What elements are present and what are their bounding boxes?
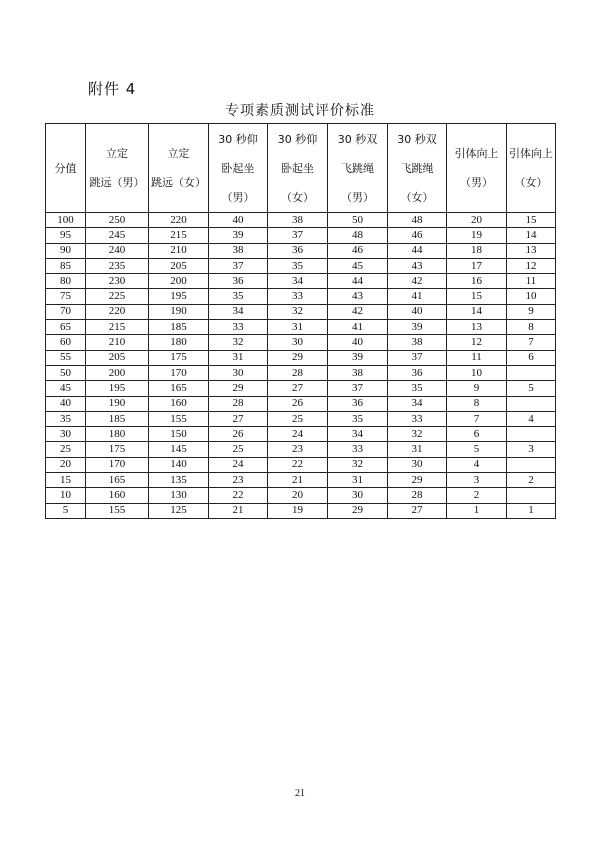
column-header [209, 124, 268, 213]
table-cell: 250 [86, 213, 149, 228]
table-cell: 22 [209, 488, 268, 503]
attachment-label: 附件 4 [88, 80, 137, 98]
table-cell: 36 [209, 274, 268, 289]
table-cell: 185 [86, 411, 149, 426]
table-cell [507, 365, 556, 380]
table-cell: 210 [86, 335, 149, 350]
table-cell: 90 [46, 243, 86, 258]
table-cell: 2 [447, 488, 507, 503]
column-header-line: 跳远（女） [151, 176, 206, 189]
table-cell: 29 [268, 350, 328, 365]
table-cell: 200 [86, 365, 149, 380]
table-cell: 60 [46, 335, 86, 350]
column-header [447, 124, 507, 213]
table-cell: 30 [388, 457, 447, 472]
table-cell: 36 [268, 243, 328, 258]
table-cell: 195 [149, 289, 209, 304]
table-cell: 100 [46, 213, 86, 228]
table-cell: 42 [388, 274, 447, 289]
table-cell: 5 [447, 442, 507, 457]
table-cell: 36 [328, 396, 388, 411]
column-header [328, 124, 388, 213]
table-cell: 35 [328, 411, 388, 426]
table-cell: 125 [149, 503, 209, 518]
table-cell: 30 [46, 427, 86, 442]
table-cell: 22 [268, 457, 328, 472]
table-cell [507, 427, 556, 442]
table-cell: 95 [46, 228, 86, 243]
table-row [46, 427, 556, 442]
table-cell: 5 [507, 381, 556, 396]
table-cell: 6 [507, 350, 556, 365]
table-cell: 35 [46, 411, 86, 426]
table-cell: 9 [447, 381, 507, 396]
table-cell: 40 [46, 396, 86, 411]
table-cell: 20 [46, 457, 86, 472]
table-cell: 200 [149, 274, 209, 289]
table-cell: 175 [86, 442, 149, 457]
table-cell: 46 [388, 228, 447, 243]
table-cell: 42 [328, 304, 388, 319]
table-cell: 37 [268, 228, 328, 243]
table-cell: 21 [209, 503, 268, 518]
table-cell [507, 396, 556, 411]
column-header-line: 跳远（男） [89, 176, 145, 189]
table-cell: 28 [268, 365, 328, 380]
table-cell: 225 [86, 289, 149, 304]
table-body [46, 213, 556, 519]
table-cell: 27 [268, 381, 328, 396]
column-header-line: 30 秒仰 [277, 132, 318, 146]
table-cell: 180 [86, 427, 149, 442]
table-cell: 48 [328, 228, 388, 243]
table-cell: 21 [268, 473, 328, 488]
table-cell: 14 [507, 228, 556, 243]
table-cell: 12 [507, 258, 556, 273]
table-cell: 4 [507, 411, 556, 426]
table-cell: 80 [46, 274, 86, 289]
table-cell: 37 [388, 350, 447, 365]
column-header-line: （男） [341, 190, 374, 204]
table-cell: 10 [507, 289, 556, 304]
table-cell: 38 [328, 365, 388, 380]
table-cell [507, 457, 556, 472]
column-header [507, 124, 556, 213]
table-cell: 38 [268, 213, 328, 228]
table-cell: 25 [268, 411, 328, 426]
table-cell: 50 [328, 213, 388, 228]
table-cell: 11 [507, 274, 556, 289]
table-cell: 26 [268, 396, 328, 411]
table-cell: 34 [209, 304, 268, 319]
table-cell: 43 [328, 289, 388, 304]
table-cell: 31 [268, 320, 328, 335]
table-cell: 34 [268, 274, 328, 289]
table-cell: 70 [46, 304, 86, 319]
table-cell: 19 [447, 228, 507, 243]
table-cell: 65 [46, 320, 86, 335]
table-cell: 155 [86, 503, 149, 518]
table-cell: 33 [328, 442, 388, 457]
column-header-line: 立定 [167, 147, 190, 160]
table-cell: 4 [447, 457, 507, 472]
column-header-line: 30 秒双 [337, 132, 378, 146]
table-cell: 8 [507, 320, 556, 335]
table-cell: 160 [149, 396, 209, 411]
table-cell: 19 [268, 503, 328, 518]
table-cell: 170 [86, 457, 149, 472]
table-cell: 28 [388, 488, 447, 503]
table-cell: 41 [328, 320, 388, 335]
table-cell: 25 [209, 442, 268, 457]
table-row [46, 289, 556, 304]
table-cell: 6 [447, 427, 507, 442]
table-cell: 17 [447, 258, 507, 273]
table-cell: 160 [86, 488, 149, 503]
column-header-line: 飞跳绳 [341, 161, 374, 175]
table-cell: 165 [149, 381, 209, 396]
table-cell: 29 [388, 473, 447, 488]
table-cell: 1 [447, 503, 507, 518]
table-cell: 40 [328, 335, 388, 350]
table-cell: 35 [268, 258, 328, 273]
table-cell: 220 [149, 213, 209, 228]
table-row [46, 488, 556, 503]
table-cell: 15 [46, 473, 86, 488]
table-cell: 43 [388, 258, 447, 273]
table-row [46, 503, 556, 518]
table-row [46, 365, 556, 380]
table-cell: 48 [388, 213, 447, 228]
column-header-line: （女） [281, 190, 314, 204]
column-header-line: （女） [514, 176, 548, 189]
table-row [46, 335, 556, 350]
table-cell: 38 [388, 335, 447, 350]
table-cell: 8 [447, 396, 507, 411]
table-row [46, 350, 556, 365]
table-row [46, 396, 556, 411]
column-header-line: （男） [460, 176, 493, 189]
table-cell: 24 [209, 457, 268, 472]
table-cell: 15 [507, 213, 556, 228]
table-cell: 130 [149, 488, 209, 503]
table-cell: 30 [328, 488, 388, 503]
table-cell: 35 [209, 289, 268, 304]
table-cell: 44 [328, 274, 388, 289]
table-cell: 45 [46, 381, 86, 396]
column-header-line: 立定 [106, 147, 128, 160]
table-cell: 20 [447, 213, 507, 228]
table-cell: 25 [46, 442, 86, 457]
table-cell: 140 [149, 457, 209, 472]
column-header-line: （女） [400, 190, 434, 204]
table-cell: 33 [209, 320, 268, 335]
table-cell: 235 [86, 258, 149, 273]
table-cell: 16 [447, 274, 507, 289]
table-cell: 3 [507, 442, 556, 457]
table-cell: 50 [46, 365, 86, 380]
table-cell: 145 [149, 442, 209, 457]
table-cell: 170 [149, 365, 209, 380]
column-header-line: 30 秒仰 [218, 132, 258, 146]
table-header-row [46, 124, 556, 213]
table-cell: 40 [209, 213, 268, 228]
table-cell: 185 [149, 320, 209, 335]
table-cell: 28 [209, 396, 268, 411]
table-cell: 30 [268, 335, 328, 350]
table-cell: 5 [46, 503, 86, 518]
table-cell: 2 [507, 473, 556, 488]
table-cell: 245 [86, 228, 149, 243]
table-cell: 12 [447, 335, 507, 350]
table-cell: 32 [209, 335, 268, 350]
table-cell: 20 [268, 488, 328, 503]
table-cell: 45 [328, 258, 388, 273]
table-row [46, 442, 556, 457]
table-cell: 7 [507, 335, 556, 350]
table-cell: 190 [149, 304, 209, 319]
table-cell: 39 [328, 350, 388, 365]
table-cell: 40 [388, 304, 447, 319]
table-row [46, 473, 556, 488]
table-cell: 210 [149, 243, 209, 258]
table-cell: 36 [388, 365, 447, 380]
column-header [149, 124, 209, 213]
table-cell: 41 [388, 289, 447, 304]
table-cell: 220 [86, 304, 149, 319]
table-cell: 31 [209, 350, 268, 365]
table-cell: 85 [46, 258, 86, 273]
table-row [46, 381, 556, 396]
table-cell: 37 [209, 258, 268, 273]
table-cell: 10 [447, 365, 507, 380]
table-cell: 46 [328, 243, 388, 258]
table-cell: 35 [388, 381, 447, 396]
table-cell: 37 [328, 381, 388, 396]
table-cell [507, 488, 556, 503]
table-cell: 34 [388, 396, 447, 411]
table-row [46, 243, 556, 258]
table-cell: 135 [149, 473, 209, 488]
column-header [388, 124, 447, 213]
table-cell: 215 [149, 228, 209, 243]
table-cell: 1 [507, 503, 556, 518]
table-cell: 39 [209, 228, 268, 243]
table-cell: 195 [86, 381, 149, 396]
document-title: 专项素质测试评价标准 [225, 103, 375, 119]
table-cell: 10 [46, 488, 86, 503]
table-cell: 75 [46, 289, 86, 304]
table-cell: 39 [388, 320, 447, 335]
table-cell: 34 [328, 427, 388, 442]
column-header [86, 124, 149, 213]
column-header-line: 卧起坐 [281, 161, 314, 175]
column-header-line: 引体向上 [454, 147, 499, 160]
table-cell: 23 [268, 442, 328, 457]
table-cell: 175 [149, 350, 209, 365]
table-cell: 55 [46, 350, 86, 365]
table-cell: 32 [268, 304, 328, 319]
column-header-line: 飞跳绳 [400, 161, 434, 175]
column-header-line: 引体向上 [509, 147, 553, 160]
table-cell: 38 [209, 243, 268, 258]
table-cell: 31 [328, 473, 388, 488]
table-cell: 230 [86, 274, 149, 289]
table-cell: 27 [388, 503, 447, 518]
table-cell: 24 [268, 427, 328, 442]
table-cell: 13 [507, 243, 556, 258]
table-cell: 23 [209, 473, 268, 488]
column-header-line: 卧起坐 [221, 161, 255, 175]
table-cell: 30 [209, 365, 268, 380]
table-cell: 180 [149, 335, 209, 350]
table-cell: 215 [86, 320, 149, 335]
table-row [46, 228, 556, 243]
table-row [46, 274, 556, 289]
table-cell: 205 [149, 258, 209, 273]
table-cell: 31 [388, 442, 447, 457]
table-cell: 150 [149, 427, 209, 442]
page-number: 21 [295, 788, 305, 799]
table-cell: 165 [86, 473, 149, 488]
table-cell: 15 [447, 289, 507, 304]
table-row [46, 258, 556, 273]
column-header-line: （男） [221, 190, 255, 204]
table-cell: 33 [268, 289, 328, 304]
column-header-line: 分值 [54, 161, 77, 175]
table-cell: 7 [447, 411, 507, 426]
table-cell: 9 [507, 304, 556, 319]
table-cell: 32 [388, 427, 447, 442]
table-cell: 32 [328, 457, 388, 472]
column-header-line: 30 秒双 [397, 132, 437, 146]
table-row [46, 457, 556, 472]
table-cell: 205 [86, 350, 149, 365]
table-cell: 155 [149, 411, 209, 426]
table-row [46, 320, 556, 335]
table-cell: 18 [447, 243, 507, 258]
evaluation-standard-table [45, 123, 556, 519]
table-row [46, 411, 556, 426]
table-cell: 240 [86, 243, 149, 258]
column-header [46, 124, 86, 213]
column-header [268, 124, 328, 213]
table-row [46, 213, 556, 228]
table-cell: 11 [447, 350, 507, 365]
table-row [46, 304, 556, 319]
table-cell: 26 [209, 427, 268, 442]
table-cell: 3 [447, 473, 507, 488]
table-cell: 29 [209, 381, 268, 396]
table-cell: 44 [388, 243, 447, 258]
table-cell: 14 [447, 304, 507, 319]
table-cell: 29 [328, 503, 388, 518]
table-cell: 33 [388, 411, 447, 426]
table-cell: 27 [209, 411, 268, 426]
table-cell: 190 [86, 396, 149, 411]
table-cell: 13 [447, 320, 507, 335]
